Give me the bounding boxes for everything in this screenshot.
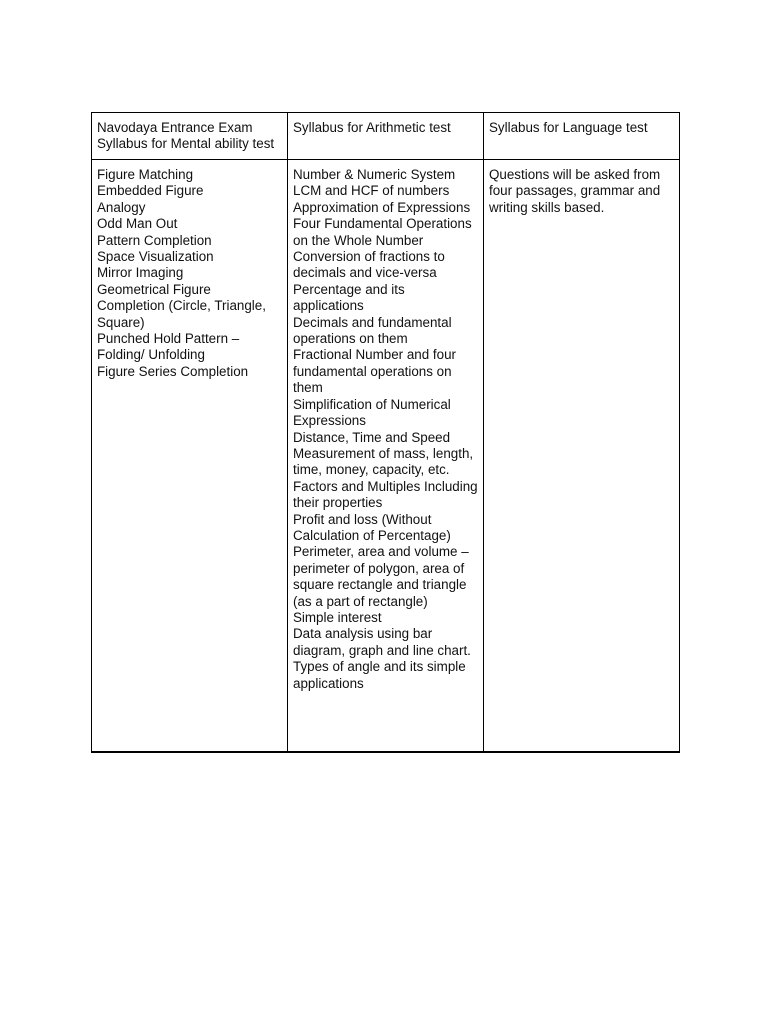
arithmetic-topic: Factors and Multiples Including their properties [293,478,478,511]
mental-ability-topic: Embedded Figure [97,183,204,199]
mental-ability-topic: Mirror Imaging [97,265,184,281]
arithmetic-topic: Measurement of mass, length, time, money, capacity, etc. [293,445,474,478]
mental-ability-topic: Space Visualization [97,249,214,265]
header-arithmetic: Syllabus for Arithmetic test [288,113,484,160]
mental-ability-topic: Analogy [97,199,146,215]
syllabus-table [91,112,680,753]
mental-ability-topic: Punched Hold Pattern – Folding/ Unfolding [97,331,240,363]
header-mental-ability: Navodaya Entrance Exam Syllabus for Mental ability test [92,113,288,160]
mental-ability-topic: Pattern Completion [97,232,212,248]
arithmetic-topic: Types of angle and its simple applications [293,659,466,691]
table-body [92,160,680,753]
arithmetic-topic: Approximation of Expressions [293,199,471,215]
header-row [92,113,680,160]
header-language: Syllabus for Language test [484,113,680,160]
arithmetic-topic: Simplification of Numerical Expressions [293,396,451,429]
arithmetic-topic: Decimals and fundamental operations on them [293,314,452,347]
language-description: Questions will be asked from four passages, grammar and writing skills based. [489,167,661,215]
arithmetic-topic: Distance, Time and Speed [293,429,451,445]
mental-ability-topic: Figure Matching [97,167,194,182]
arithmetic-topic: LCM and HCF of numbers [293,183,450,199]
arithmetic-cell [288,160,484,753]
mental-ability-topic: Odd Man Out [97,216,178,232]
mental-ability-topic: Geometrical Figure Completion (Circle, Triangle, Square) [97,281,266,330]
table-header [92,113,680,160]
arithmetic-topic: Profit and loss (Without Calculation of Percentage) [293,511,451,543]
mental-ability-topic: Figure Series Completion [97,363,249,379]
arithmetic-topic: Percentage and its applications [293,281,405,314]
arithmetic-topic: Fractional Number and four fundamental operations on them [293,347,456,396]
table-row [92,160,680,753]
arithmetic-topic: Number & Numeric System [293,167,456,182]
mental-ability-cell [92,160,288,753]
arithmetic-topic: Perimeter, area and volume – perimeter of polygon, area of square rectangle and triangle (as a part of rectangle) [293,544,469,609]
language-cell [484,160,680,753]
arithmetic-topic: Four Fundamental Operations on the Whole Number [293,216,472,248]
arithmetic-topic: Data analysis using bar diagram, graph and line chart. [293,626,471,658]
arithmetic-topic: Conversion of fractions to decimals and vice-versa [293,249,445,281]
arithmetic-topic: Simple interest [293,609,382,625]
